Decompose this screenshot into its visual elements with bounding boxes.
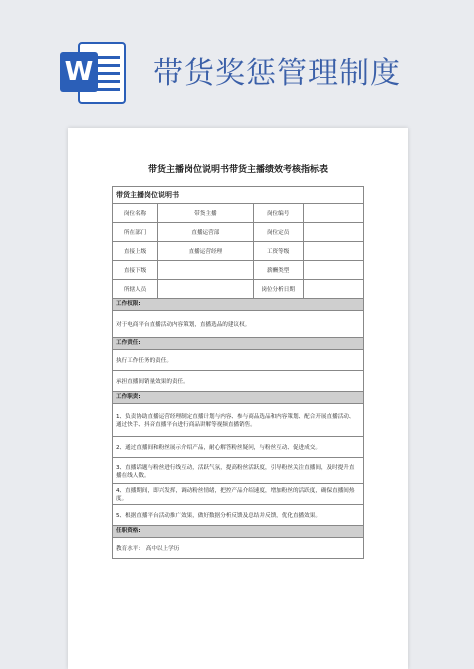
table-row	[113, 223, 364, 242]
section-text: 承担直播间销量效果的责任。	[116, 379, 189, 385]
field-label: 岗位编号	[253, 204, 303, 223]
field-label: 直接下级	[113, 261, 158, 280]
section-text: 执行工作任务的责任。	[116, 358, 172, 364]
table-row	[113, 280, 364, 299]
section	[112, 392, 364, 526]
section-row	[113, 437, 363, 458]
field-value	[303, 280, 363, 299]
header-banner	[0, 0, 474, 120]
banner-title: 带货奖惩管理制度	[153, 56, 401, 91]
document-title: 带货主播岗位说明书带货主播绩效考核指标表	[147, 165, 328, 175]
section-text: 1、负责协助直播运营经理制定直播计划与内容、参与商品选品和内容策划、配合开展直播活动、通过快手、抖音直播平台进行商品讲解等视频直播销售。	[116, 414, 355, 428]
field-label: 岗位定员	[253, 223, 303, 242]
table-row	[113, 242, 364, 261]
field-value	[158, 261, 253, 280]
table-row	[113, 261, 364, 280]
section-text: 教育水平： 高中以上学历	[116, 546, 180, 552]
field-value: 直播运营部	[158, 223, 253, 242]
field-label: 工资等级	[253, 242, 303, 261]
section-row	[113, 505, 363, 525]
section-text: 2、通过直播间和粉丝展示介绍产品，耐心解答粉丝疑问，与粉丝互动、促进成交。	[116, 445, 321, 451]
section-text: 3、直播话题与粉丝进行线互动，活跃气氛，提高粉丝活跃度，引导粉丝关注直播间，及时提升直播在线人数。	[116, 464, 355, 479]
section	[112, 299, 364, 338]
sheet-heading: 带货主播岗位说明书	[112, 186, 364, 203]
document-page	[68, 128, 408, 669]
section	[112, 526, 364, 559]
field-value	[303, 223, 363, 242]
section-row	[113, 350, 363, 371]
table-row	[113, 204, 364, 223]
field-label: 岗位名称	[113, 204, 158, 223]
field-value	[303, 261, 363, 280]
job-description-sheet	[112, 186, 364, 559]
sections	[112, 299, 364, 559]
section	[112, 338, 364, 392]
field-value	[303, 242, 363, 261]
field-label: 所在部门	[113, 223, 158, 242]
section-text: 对于电商平台直播活动内容策划，直播选品的建议权。	[116, 322, 251, 328]
field-value	[158, 280, 253, 299]
section-row	[113, 371, 363, 391]
section-title: 工作责任:	[113, 338, 363, 350]
section-row	[113, 484, 363, 505]
job-info-table	[112, 203, 364, 299]
field-label: 岗位分析日期	[253, 280, 303, 299]
field-label: 所辖人员	[113, 280, 158, 299]
field-value	[303, 204, 363, 223]
word-icon	[60, 38, 130, 108]
section-row	[113, 404, 363, 437]
field-value: 带货主播	[158, 204, 253, 223]
section-text: 5、根据直播平台活动推广效果，做好数据分析反馈及总结并反馈，优化直播效果。	[116, 513, 321, 519]
section-row	[113, 311, 363, 337]
section-row	[113, 538, 363, 558]
section-row	[113, 458, 363, 484]
section-text: 4、直播期间，即兴发挥，调动粉丝情绪，把控产品介绍速度，增加粉丝的活跃度，确保直播间热度。	[116, 488, 355, 502]
section-title: 工作权限:	[113, 299, 363, 311]
word-icon-letter: W	[60, 52, 98, 92]
field-label: 直接上级	[113, 242, 158, 261]
field-label: 薪酬类型	[253, 261, 303, 280]
section-title: 任职资格:	[113, 526, 363, 538]
section-title: 工作职责:	[113, 392, 363, 404]
field-value: 直播运营经理	[158, 242, 253, 261]
